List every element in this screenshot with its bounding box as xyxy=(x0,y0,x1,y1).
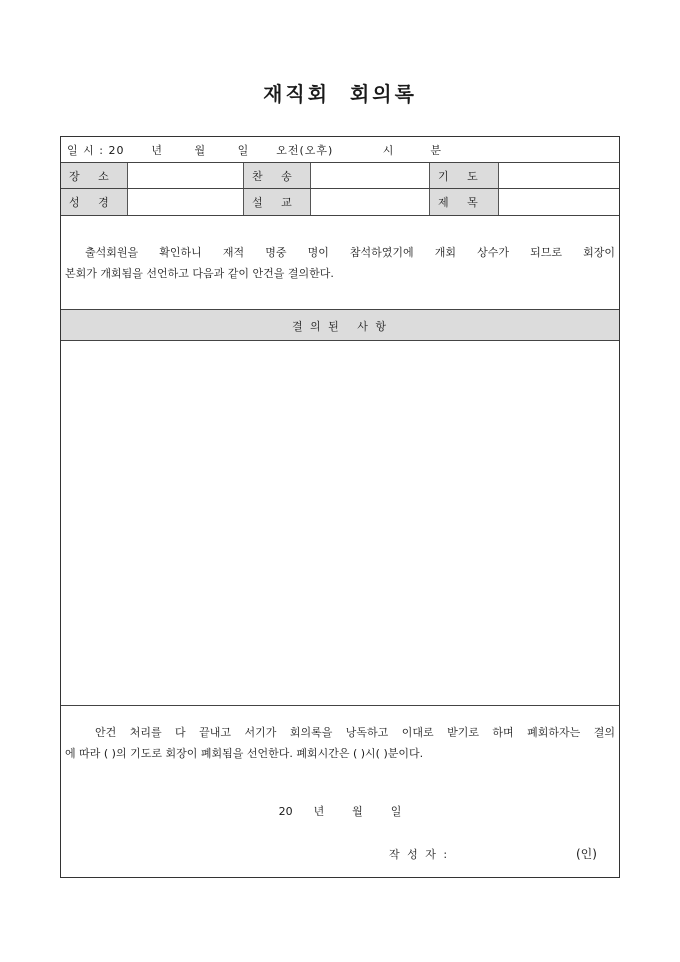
resolutions-body[interactable] xyxy=(61,341,619,706)
scripture-label: 성 경 xyxy=(61,189,128,215)
prayer-label: 기 도 xyxy=(430,163,499,188)
date-row xyxy=(61,137,619,163)
document-title: 재직회 회의록 xyxy=(263,82,417,106)
intro-line-2: 본회가 개회됨을 선언하고 다음과 같이 안건을 결의한다. xyxy=(65,267,334,280)
subject-field[interactable] xyxy=(499,189,619,215)
seal-mark: (인) xyxy=(576,847,597,861)
subject-label: 제 목 xyxy=(430,189,499,215)
date-time-field: 일 시 : 20 년 월 일 오전(오후) 시 분 xyxy=(67,143,443,157)
intro-section xyxy=(61,216,619,310)
scripture-field[interactable] xyxy=(128,189,244,215)
sermon-label: 설 교 xyxy=(244,189,311,215)
hymn-label: 찬 송 xyxy=(244,163,311,188)
closing-line-1: 안건 처리를 다 끝내고 서기가 회의록을 낭독하고 이대로 받기로 하며 폐회하자는 결의 xyxy=(95,726,615,739)
fields-row-2 xyxy=(61,189,619,216)
hymn-field[interactable] xyxy=(311,163,430,188)
fields-row-1 xyxy=(61,163,619,189)
closing-section xyxy=(61,706,619,878)
closing-paragraph xyxy=(65,722,615,764)
intro-line-1: 출석회원을 확인하니 재적 명중 명이 참석하였기에 개회 상수가 되므로 회장이 xyxy=(85,246,615,259)
sermon-field[interactable] xyxy=(311,189,430,215)
resolutions-header: 결 의 된 사 항 xyxy=(291,320,389,333)
closing-line-2: 에 따라 ( )의 기도로 회장이 폐회됨을 선언한다. 폐회시간은 ( )시( )분이다. xyxy=(65,747,424,760)
intro-paragraph xyxy=(65,242,615,284)
signature-date: 20 년 월 일 xyxy=(278,805,402,818)
resolutions-header-row xyxy=(61,310,619,341)
place-label: 장 소 xyxy=(61,163,128,188)
minutes-form xyxy=(60,136,620,878)
prayer-field[interactable] xyxy=(499,163,619,188)
author-label: 작 성 자 : xyxy=(389,848,450,861)
place-field[interactable] xyxy=(128,163,244,188)
